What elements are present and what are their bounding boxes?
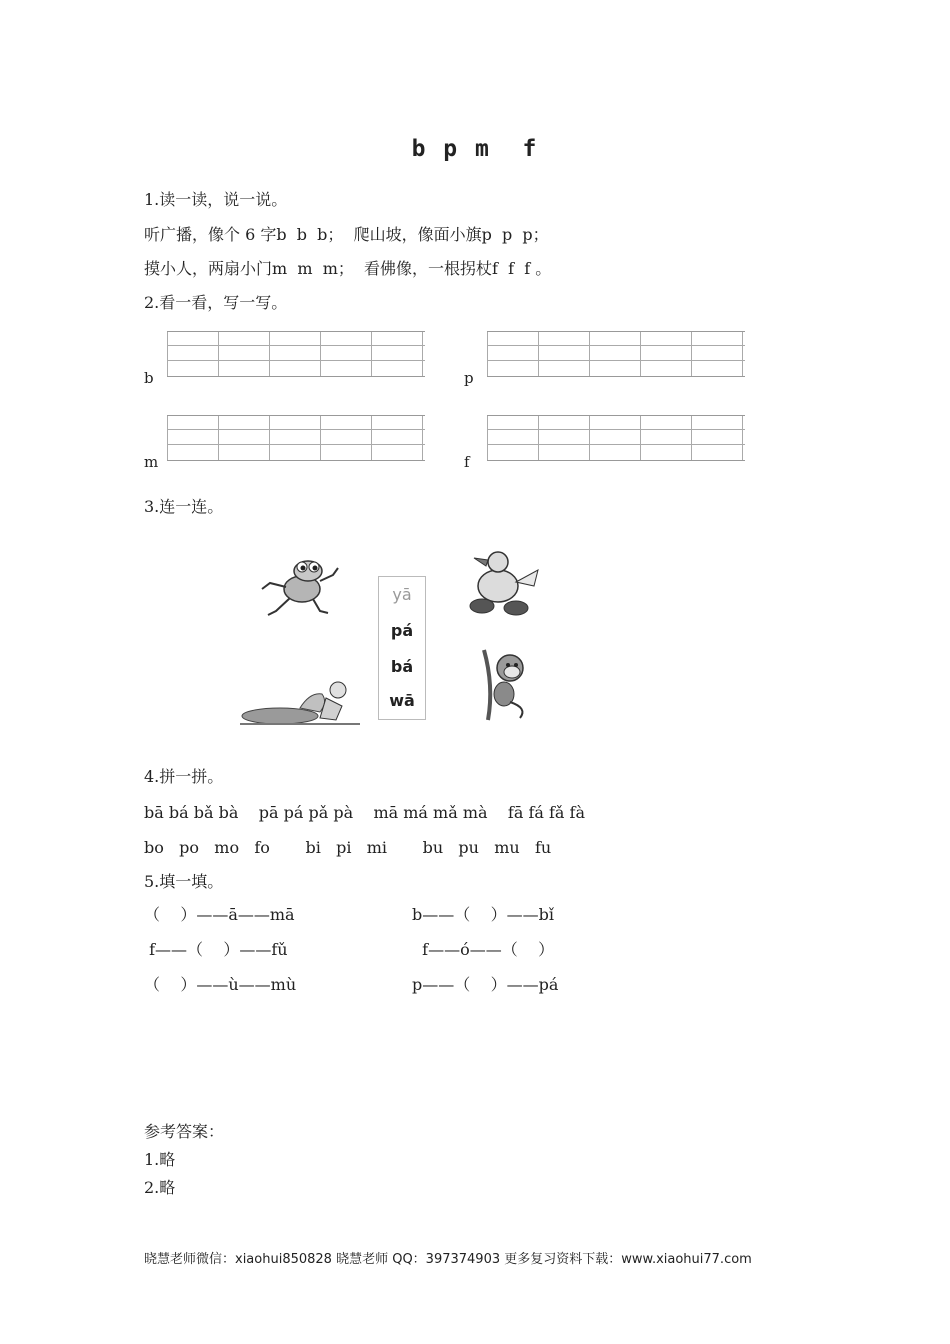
writing-grid-f[interactable] [487, 415, 745, 461]
monkey-illustration [470, 646, 536, 722]
writing-grid-p[interactable] [487, 331, 745, 377]
section1-line1: 听广播，像个 6 字b b b； 爬山坡，像面小旗p p p； [144, 225, 549, 244]
fill-item-left-3[interactable]: （ ）——ù——mù [144, 975, 297, 994]
section3-heading: 3.连一连。 [144, 497, 224, 516]
section4-heading: 4.拼一拼。 [144, 767, 224, 786]
answer-item-2: 2.略 [144, 1178, 176, 1197]
answer-item-1: 1.略 [144, 1150, 176, 1169]
pinyin-option-ya[interactable]: yā [392, 585, 412, 604]
section1-heading: 1.读一读，说一说。 [144, 190, 288, 209]
pinyin-option-pa[interactable]: pá [390, 621, 414, 640]
writing-grid-m[interactable] [167, 415, 425, 461]
section5-heading: 5.填一填。 [144, 872, 224, 891]
answers-heading: 参考答案： [144, 1122, 225, 1141]
pinyin-option-ba[interactable]: bá [390, 657, 414, 676]
pinyin-options-box [378, 576, 426, 720]
fill-item-right-1[interactable]: b——（ ）——bǐ [412, 905, 554, 924]
pulling-radish-illustration [240, 672, 362, 728]
fill-item-left-1[interactable]: （ ）——ā——mā [144, 905, 295, 924]
section2-heading: 2.看一看，写一写。 [144, 293, 288, 312]
fill-item-right-3[interactable]: p——（ ）——pá [412, 975, 559, 994]
writing-grid-b[interactable] [167, 331, 425, 377]
fill-item-right-2[interactable]: f——ó——（ ） [412, 940, 555, 959]
frog-illustration [258, 553, 340, 621]
writing-label-m: m [144, 453, 159, 471]
page-title: b p m f [411, 136, 539, 162]
fill-item-left-2[interactable]: f——（ ）——fǔ [144, 940, 288, 959]
writing-label-f: f [464, 453, 470, 471]
writing-label-p: p [464, 369, 474, 387]
footer-text: 晓慧老师微信：xiaohui850828 晓慧老师 QQ：397374903 更多复习资料下载：www.xiaohui77.com [144, 1252, 752, 1267]
pinyin-option-wa[interactable]: wā [389, 691, 415, 710]
section4-row1: bā bá bǎ bà pā pá pǎ pà mā má mǎ mà fā fá fǎ fà [144, 803, 585, 822]
section1-line2: 摸小人，两扇小门m m m； 看佛像，一根拐杖f f f 。 [144, 259, 552, 278]
writing-label-b: b [144, 369, 154, 387]
section4-row2: bo po mo fo bi pi mi bu pu mu fu [144, 838, 552, 857]
duck-illustration [462, 546, 542, 618]
